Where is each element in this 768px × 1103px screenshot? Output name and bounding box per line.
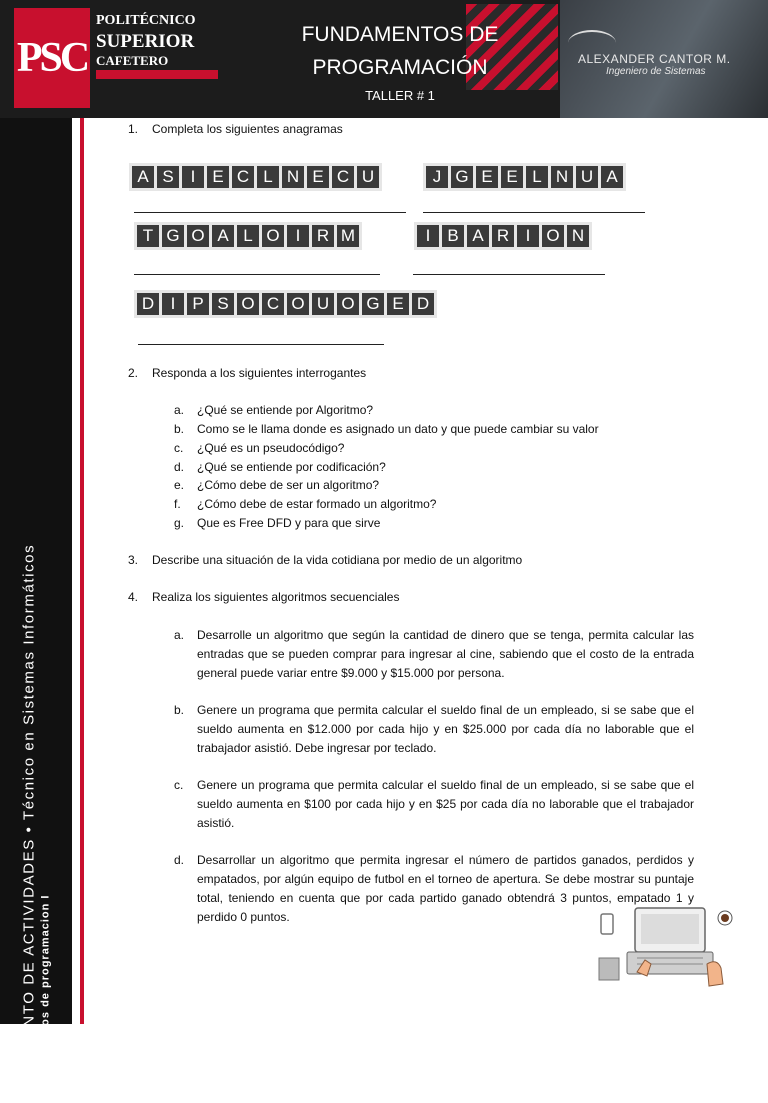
letter-tile: I xyxy=(162,293,184,315)
letter-tile: I xyxy=(517,225,539,247)
letter-tile: D xyxy=(137,293,159,315)
institution-logo: PSC xyxy=(14,8,90,108)
side-banner-line-2: • Fundamentos de programacion I xyxy=(39,894,52,1103)
question-text: Realiza los siguientes algoritmos secuenciales xyxy=(152,590,400,604)
letter-tile: E xyxy=(501,166,523,188)
letter-tile: I xyxy=(417,225,439,247)
exercise-text: Desarrollar un algoritmo que permita ingresar el número de partidos ganados, perdidos y empatados, por algún equipo de futbol en el torneo de apertura. Se debe mostrar su puntaje total, teniendo en cuenta que por cada partido ganado obtendrá 3 puntos, empatado 1 y perdido 0 puntos. xyxy=(197,853,694,924)
letter-tile: E xyxy=(307,166,329,188)
question-text: Describe una situación de la vida cotidiana por medio de un algoritmo xyxy=(152,553,523,567)
letter-tile: E xyxy=(387,293,409,315)
anagram-2 xyxy=(423,163,626,191)
exercise-key: b. xyxy=(174,703,185,717)
anagram-1 xyxy=(129,163,382,191)
letter-tile: D xyxy=(412,293,434,315)
exercise-text: Desarrolle un algoritmo que según la cantidad de dinero que se tenga, permita calcular las entradas que se pueden comprar para ingresar al cine, sabiendo que el costo de la entrada general puede variar entre $9.000 y $15.000 por persona. xyxy=(197,628,694,680)
question-4 xyxy=(128,590,399,604)
answer-line-3[interactable] xyxy=(134,274,380,275)
anagram-4 xyxy=(414,222,592,250)
institution-line-1: POLITÉCNICO xyxy=(96,13,196,28)
letter-tile: P xyxy=(187,293,209,315)
laptop-illustration xyxy=(597,902,737,992)
list-item: b. Como se le llama donde es asignado un dato y que puede cambiar su valor xyxy=(174,422,599,436)
letter-tile: A xyxy=(132,166,154,188)
anagram-5 xyxy=(134,290,437,318)
letter-tile: L xyxy=(237,225,259,247)
letter-tile: C xyxy=(332,166,354,188)
exercise-text: Genere un programa que permita calcular el sueldo final de un empleado, si se sabe que el sueldo aumenta en $12.000 por cada hijo y en $25.000 por cada día no laborable que el trabajador asistió. Debe ingresar por teclado. xyxy=(197,703,694,755)
letter-tile: M xyxy=(337,225,359,247)
letter-tile: N xyxy=(551,166,573,188)
question-number: 1. xyxy=(128,122,139,136)
answer-line-5[interactable] xyxy=(138,344,384,345)
letter-tile: O xyxy=(187,225,209,247)
letter-tile: O xyxy=(337,293,359,315)
letter-tile: S xyxy=(212,293,234,315)
letter-tile: O xyxy=(287,293,309,315)
letter-tile: S xyxy=(157,166,179,188)
brand-name: ALEXANDER CANTOR M. xyxy=(578,52,731,66)
question-2 xyxy=(128,366,366,380)
question-number: 2. xyxy=(128,366,139,380)
letter-tile: T xyxy=(137,225,159,247)
question-1 xyxy=(128,122,343,136)
letter-tile: E xyxy=(207,166,229,188)
letter-tile: E xyxy=(476,166,498,188)
letter-tile: O xyxy=(542,225,564,247)
letter-tile: U xyxy=(576,166,598,188)
list-item: g. Que es Free DFD y para que sirve xyxy=(174,516,381,530)
letter-tile: N xyxy=(282,166,304,188)
letter-tile: I xyxy=(182,166,204,188)
question-text: Responda a los siguientes interrogantes xyxy=(152,366,367,380)
list-item: f. ¿Cómo debe de estar formado un algoritmo? xyxy=(174,497,437,511)
letter-tile: U xyxy=(312,293,334,315)
brand-role: Ingeniero de Sistemas xyxy=(606,66,706,77)
answer-line-2[interactable] xyxy=(423,212,645,213)
answer-line-4[interactable] xyxy=(413,274,605,275)
exercise-key: a. xyxy=(174,628,185,642)
question-number: 4. xyxy=(128,590,139,604)
list-item: e. ¿Cómo debe de ser un algoritmo? xyxy=(174,478,380,492)
exercise-item xyxy=(174,626,694,683)
institution-line-2: SUPERIOR xyxy=(96,31,195,52)
letter-tile: G xyxy=(362,293,384,315)
letter-tile: I xyxy=(287,225,309,247)
letter-tile: R xyxy=(312,225,334,247)
answer-line-1[interactable] xyxy=(134,212,406,213)
side-banner-line-1: DOCUMENTO DE ACTIVIDADES • Técnico en Sistemas Informáticos xyxy=(20,543,38,1103)
letter-tile: C xyxy=(232,166,254,188)
anagram-3 xyxy=(134,222,362,250)
letter-tile: N xyxy=(567,225,589,247)
letter-tile: J xyxy=(426,166,448,188)
letter-tile: O xyxy=(262,225,284,247)
list-item: d. ¿Qué se entiende por codificación? xyxy=(174,460,386,474)
letter-tile: G xyxy=(162,225,184,247)
question-number: 3. xyxy=(128,553,139,567)
exercise-text: Genere un programa que permita calcular el sueldo final de un empleado, si se sabe que el sueldo aumenta en $100 por cada hijo y en $25 por cada día no laborable que el trabajador asistió. xyxy=(197,778,694,830)
letter-tile: B xyxy=(442,225,464,247)
letter-tile: G xyxy=(451,166,473,188)
letter-tile: U xyxy=(357,166,379,188)
title-line-2: PROGRAMACIÓN xyxy=(312,56,488,79)
letter-tile: A xyxy=(212,225,234,247)
list-item: a. ¿Qué se entiende por Algoritmo? xyxy=(174,403,374,417)
letter-tile: C xyxy=(262,293,284,315)
letter-tile: A xyxy=(467,225,489,247)
title-line-1: FUNDAMENTOS DE xyxy=(301,23,499,46)
exercise-key: c. xyxy=(174,778,184,792)
institution-line-3: CAFETERO xyxy=(96,53,169,68)
exercise-key: d. xyxy=(174,853,185,867)
list-item: c. ¿Qué es un pseudocódigo? xyxy=(174,441,345,455)
exercise-item xyxy=(174,776,694,833)
letter-tile: A xyxy=(601,166,623,188)
letter-tile: L xyxy=(526,166,548,188)
exercise-item xyxy=(174,701,694,758)
letter-tile: O xyxy=(237,293,259,315)
letter-tile: L xyxy=(257,166,279,188)
question-text: Completa los siguientes anagramas xyxy=(152,122,343,136)
question-3 xyxy=(128,553,522,567)
letter-tile: R xyxy=(492,225,514,247)
document-subtitle: TALLER # 1 xyxy=(365,88,435,103)
